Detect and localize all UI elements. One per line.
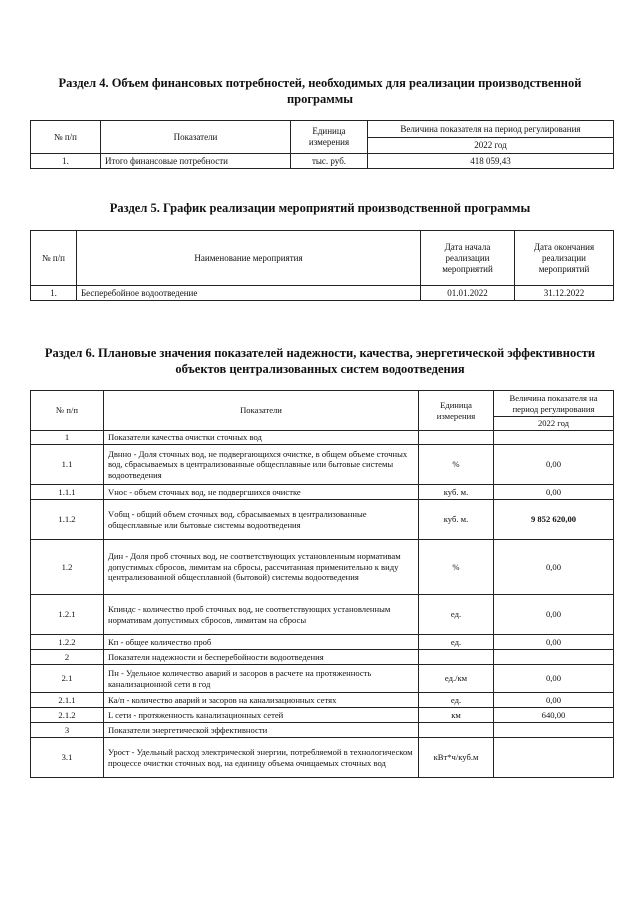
- row-name: Бесперебойное водоотведение: [77, 286, 421, 301]
- row-num: 3.1: [31, 738, 104, 778]
- table-row: [31, 595, 614, 635]
- row-value: [494, 431, 614, 445]
- row-name: Уроcт - Удельный расход электрической энергии, потребляемой в технологическом процессе очистки сточных вод, на единицу объема очищаемых сточных вод: [104, 738, 419, 778]
- row-num: 2.1.2: [31, 708, 104, 723]
- row-start: 01.01.2022: [421, 286, 515, 301]
- row-num: 1.: [31, 286, 77, 301]
- header-value: Величина показателя на период регулирования: [368, 121, 614, 138]
- row-value: 0,00: [494, 540, 614, 595]
- row-num: 2.1: [31, 665, 104, 693]
- row-value: 0,00: [494, 445, 614, 485]
- row-name: Показатели надежности и бесперебойности водоотведения: [104, 650, 419, 665]
- header-unit: Единица измерения: [291, 121, 368, 154]
- row-name: Показатели энергетической эффективности: [104, 723, 419, 738]
- row-num: 1.1: [31, 445, 104, 485]
- table-row: [31, 500, 614, 540]
- section5-title: Раздел 5. График реализации мероприятий производственной программы: [109, 201, 531, 215]
- row-unit: куб. м.: [419, 485, 494, 500]
- header-end: Дата окончания реализации мероприятий: [515, 231, 614, 286]
- row-name: Кп - общее количество проб: [104, 635, 419, 650]
- table-row: [31, 665, 614, 693]
- row-value: 0,00: [494, 635, 614, 650]
- row-value: 0,00: [494, 485, 614, 500]
- header-start: Дата начала реализации мероприятий: [421, 231, 515, 286]
- row-unit: ед./км: [419, 665, 494, 693]
- row-unit: [419, 723, 494, 738]
- row-unit: ед.: [419, 693, 494, 708]
- header-name: Наименование мероприятия: [77, 231, 421, 286]
- row-value: 640,00: [494, 708, 614, 723]
- row-unit: кВт*ч/куб.м: [419, 738, 494, 778]
- row-unit: км: [419, 708, 494, 723]
- table-row: [31, 540, 614, 595]
- table-row: [31, 738, 614, 778]
- table-row: [31, 723, 614, 738]
- header-num: № п/п: [31, 121, 101, 154]
- section4-title: Раздел 4. Объем финансовых потребностей, необходимых для реализации производственной программы: [58, 76, 582, 106]
- row-name: Итого финансовые потребности: [101, 154, 291, 169]
- row-num: 1.: [31, 154, 101, 169]
- row-name: Vобщ - общий объем сточных вод, сбрасываемых в централизованные общесплавные или бытовые системы водоотведения: [104, 500, 419, 540]
- row-num: 2: [31, 650, 104, 665]
- table-row: [31, 635, 614, 650]
- header-num: № п/п: [31, 231, 77, 286]
- row-value: 9 852 620,00: [494, 500, 614, 540]
- table-row: [31, 286, 614, 301]
- row-num: 1.2.2: [31, 635, 104, 650]
- row-num: 1.1.1: [31, 485, 104, 500]
- row-name: Дин - Доля проб сточных вод, не соответствующих установленным нормативам допустимых сбросов, лимитам на сбросы, рассчитанная применительно к виду централизованной общесплавной (бытовой) системы водоотведения: [104, 540, 419, 595]
- row-unit: куб. м.: [419, 500, 494, 540]
- row-name: L сети - протяженность канализационных сетей: [104, 708, 419, 723]
- row-value: 0,00: [494, 693, 614, 708]
- section4-table: [30, 120, 614, 169]
- header-value: Величина показателя на период регулирования: [494, 391, 614, 417]
- row-value: [494, 723, 614, 738]
- table-row: [31, 445, 614, 485]
- header-year: 2022 год: [494, 417, 614, 431]
- table-row: [31, 693, 614, 708]
- row-value: 418 059,43: [368, 154, 614, 169]
- header-year: 2022 год: [368, 138, 614, 154]
- row-num: 1.2.1: [31, 595, 104, 635]
- section6-title: Раздел 6. Плановые значения показателей надежности, качества, энергетической эффективности объектов централизованных систем водоотведения: [44, 346, 596, 376]
- row-unit: [419, 431, 494, 445]
- row-unit: [419, 650, 494, 665]
- row-num: 1.1.2: [31, 500, 104, 540]
- row-name: Ка/п - количество аварий и засоров на канализационных сетях: [104, 693, 419, 708]
- row-value: [494, 738, 614, 778]
- row-unit: ед.: [419, 595, 494, 635]
- row-name: Vнос - объем сточных вод, не подвергшихся очистке: [104, 485, 419, 500]
- table-row: [31, 431, 614, 445]
- row-num: 2.1.1: [31, 693, 104, 708]
- row-name: Пн - Удельное количество аварий и засоров в расчете на протяженность канализационной сети в год: [104, 665, 419, 693]
- row-unit: тыс. руб.: [291, 154, 368, 169]
- header-indicators: Показатели: [104, 391, 419, 431]
- row-name: Двнно - Доля сточных вод, не подвергающихся очистке, в общем объеме сточных вод, сбрасываемых в централизованные общесплавные или бытовые системы водоотведения: [104, 445, 419, 485]
- row-num: 1.2: [31, 540, 104, 595]
- row-num: 1: [31, 431, 104, 445]
- row-unit: %: [419, 445, 494, 485]
- row-name: Кпиндс - количество проб сточных вод, не соответствующих установленным нормативам допустимых сбросов, лимитам на сбросы: [104, 595, 419, 635]
- header-num: № п/п: [31, 391, 104, 431]
- header-unit: Единица измерения: [419, 391, 494, 431]
- row-name: Показатели качества очистки сточных вод: [104, 431, 419, 445]
- row-num: 3: [31, 723, 104, 738]
- header-indicators: Показатели: [101, 121, 291, 154]
- table-row: [31, 154, 614, 169]
- table-row: [31, 708, 614, 723]
- row-unit: %: [419, 540, 494, 595]
- table-row: [31, 650, 614, 665]
- row-end: 31.12.2022: [515, 286, 614, 301]
- row-value: 0,00: [494, 665, 614, 693]
- row-value: [494, 650, 614, 665]
- row-value: 0,00: [494, 595, 614, 635]
- section5-table: [30, 230, 614, 301]
- row-unit: ед.: [419, 635, 494, 650]
- section6-table: [30, 390, 614, 778]
- table-row: [31, 485, 614, 500]
